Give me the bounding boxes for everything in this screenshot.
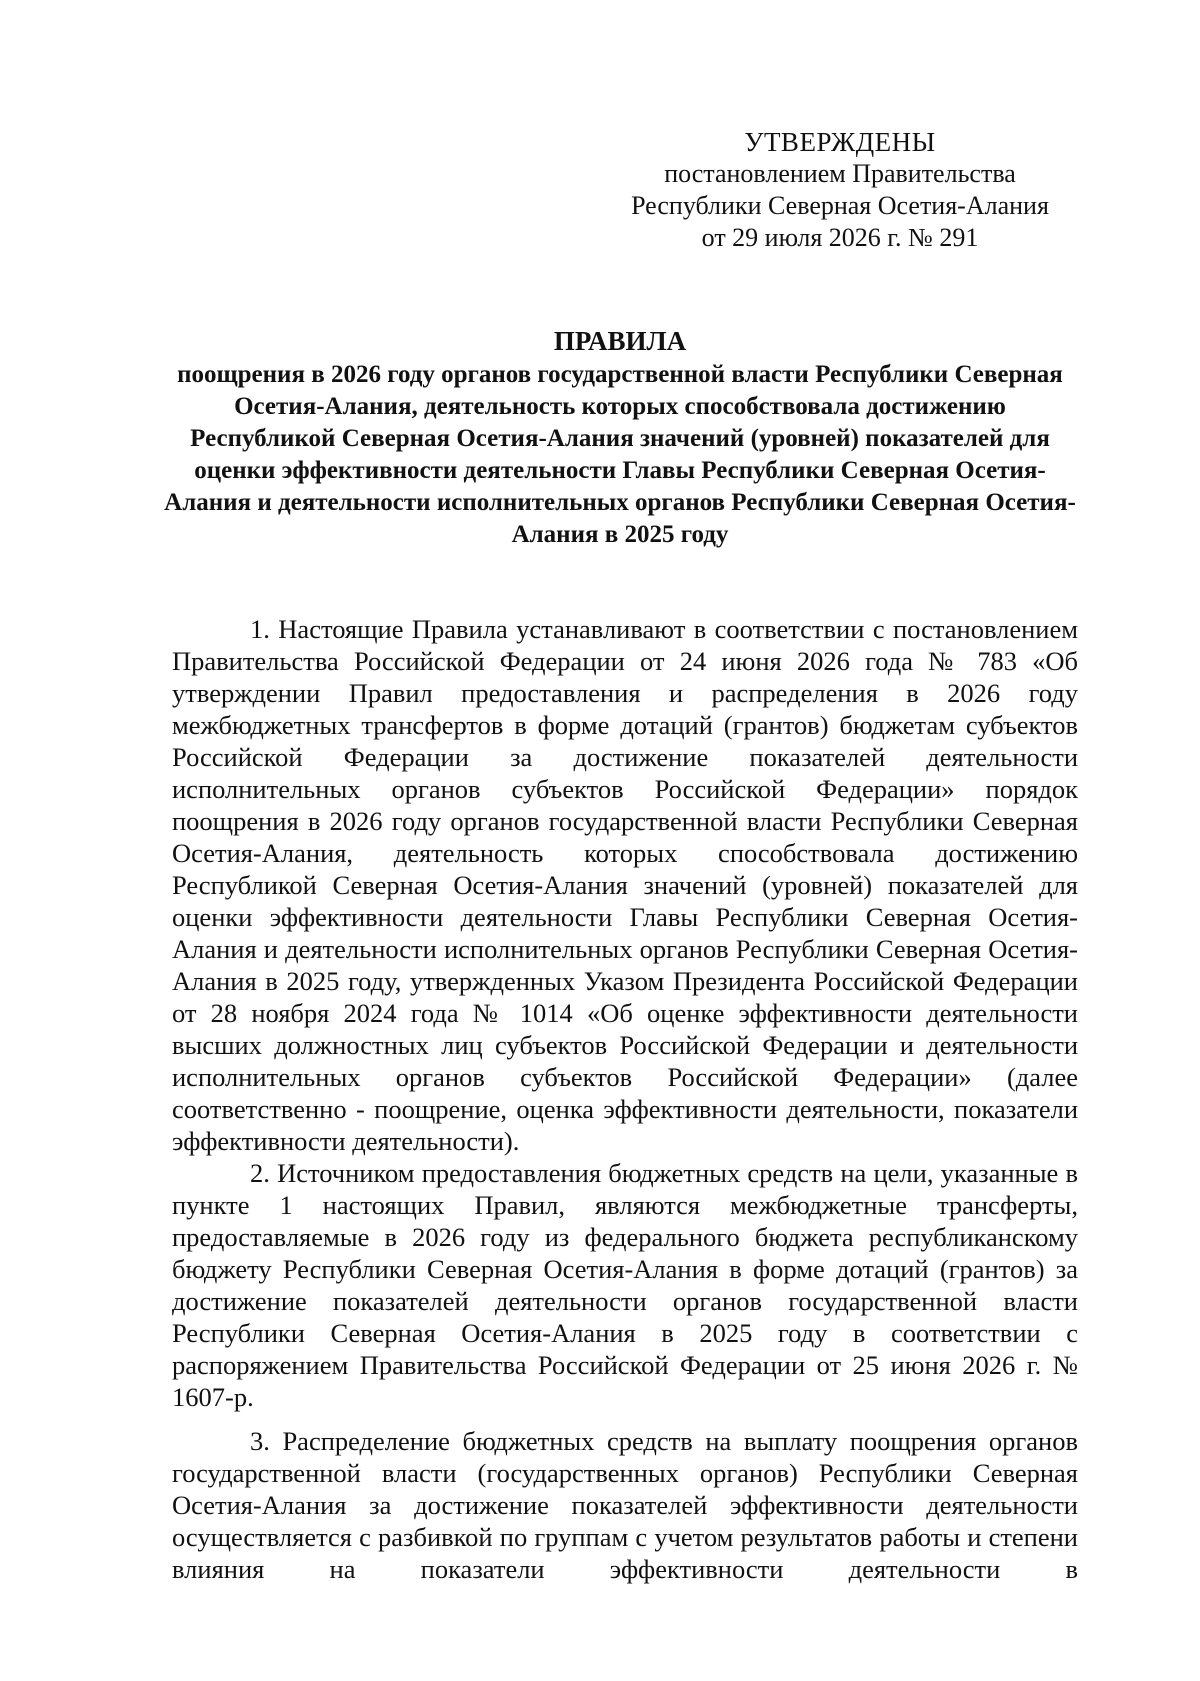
title-main: ПРАВИЛА <box>553 326 687 356</box>
paragraph-2: 2. Источником предоставления бюджетных средств на цели, указанные в пункте 1 настоящих Правил, являются межбюджетные трансферты, предоставляемые в 2026 году из федерального бюджета республиканскому бюджету Республики Северная Осетия-Алания в форме дотаций (грантов) за достижение показателей деятельности органов государственной власти Республики Северная Осетия-Алания в 2025 году в соответствии с распоряжением Правительства Российской Федерации от 25 июня 2026 г. № 1607-р. <box>172 1158 1078 1412</box>
approval-line-3: от 29 июля 2026 г. № 291 <box>701 223 979 252</box>
document-title <box>160 323 1080 551</box>
approval-stamp <box>600 126 1080 254</box>
approval-line-1: постановлением Правительства <box>664 159 1016 188</box>
approval-heading: УТВЕРЖДЕНЫ <box>744 127 936 157</box>
paragraph-1: 1. Настоящие Правила устанавливают в соответствии с постановлением Правительства Российской Федерации от 24 июня 2026 года № 783 «Об утверждении Правил предоставления и распределения в 2026 году межбюджетных трансфертов в форме дотаций (грантов) бюджетам субъектов Российской Федерации за достижение показателей деятельности исполнительных органов субъектов Российской Федерации» порядок поощрения в 2026 году органов государственной власти Республики Северная Осетия-Алания, деятельность которых способствовала достижению Республикой Северная Осетия-Алания значений (уровней) показателей для оценки эффективности деятельности Главы Республики Северная Осетия-Алания и деятельности исполнительных органов Республики Северная Осетия-Алания в 2025 году, утвержденных Указом Президента Российской Федерации от 28 ноября 2024 года № 1014 «Об оценке эффективности деятельности высших должностных лиц субъектов Российской Федерации и деятельности исполнительных органов субъектов Российской Федерации» (далее соответственно - поощрение, оценка эффективности деятельности, показатели эффективности деятельности). <box>172 614 1078 1156</box>
title-subtitle: поощрения в 2026 году органов государственной власти Республики Северная Осетия-Алания, деятельность которых способствовала достижению Республикой Северная Осетия-Алания значений (уровней) показателей для оценки эффективности деятельности Главы Республики Северная Осетия-Алания и деятельности исполнительных органов Республики Северная Осетия-Алания в 2025 году <box>164 361 1076 548</box>
approval-line-2: Республики Северная Осетия-Алания <box>631 191 1049 220</box>
document-body <box>172 613 1078 1585</box>
paragraph-3: 3. Распределение бюджетных средств на выплату поощрения органов государственной власти (государственных органов) Республики Северная Осетия-Алания за достижение показателей эффективности деятельности осуществляется с разбивкой по группам с учетом результатов работы и степени влияния на показатели эффективности деятельности в <box>172 1426 1078 1584</box>
